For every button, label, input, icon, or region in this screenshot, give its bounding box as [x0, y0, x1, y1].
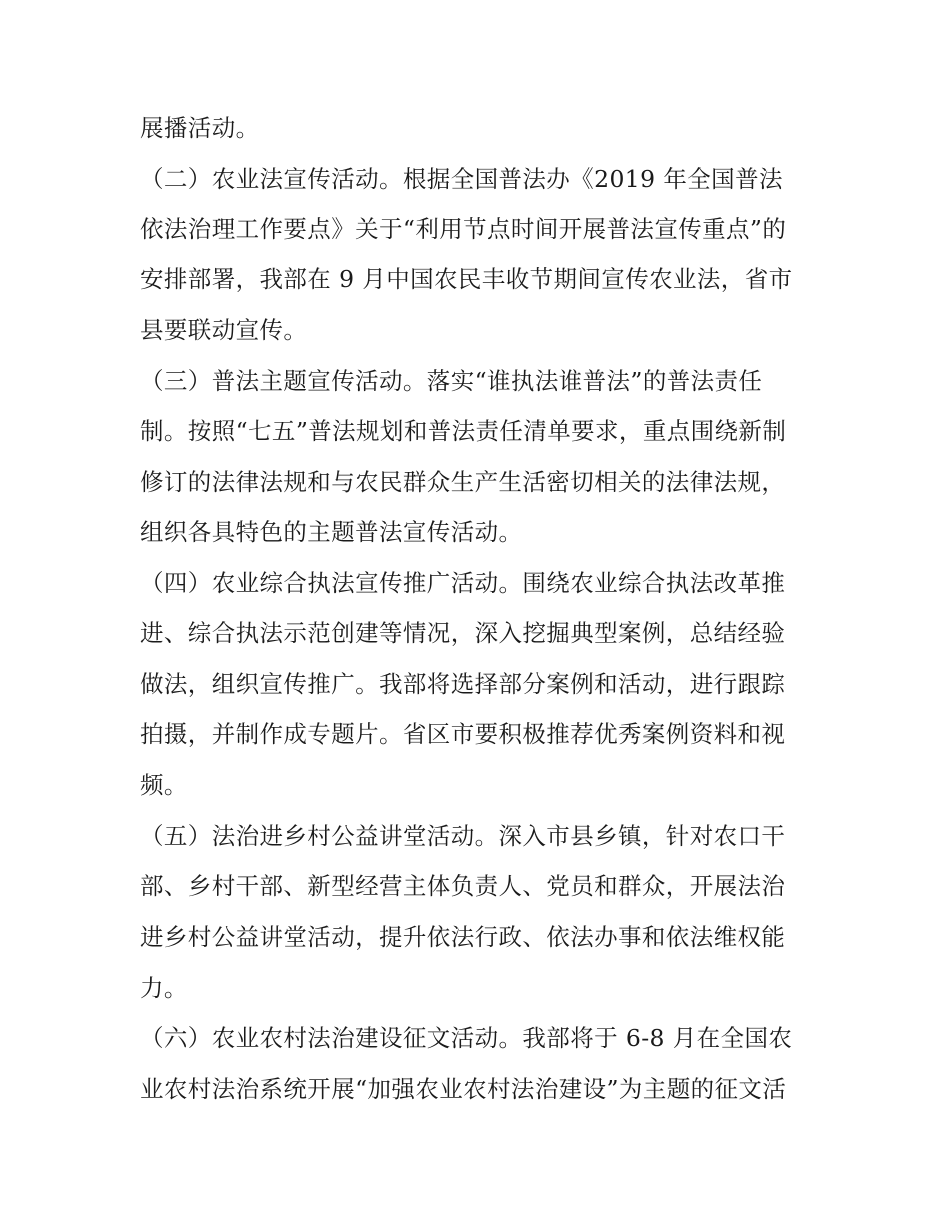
text-line: 安排部署，我部在 9 月中国农民丰收节期间宣传农业法，省市 [140, 265, 793, 293]
text-line: 部、乡村干部、新型经营主体负责人、党员和群众，开展法治 [140, 872, 786, 900]
text-line: 频。 [140, 771, 188, 799]
text-line: 进乡村公益讲堂活动，提升依法行政、依法办事和依法维权能 [140, 923, 786, 951]
text-line: 业农村法治系统开展“加强农业农村法治建设”为主题的征文活 [140, 1075, 787, 1103]
text-line: 制。按照“七五”普法规划和普法责任清单要求，重点围绕新制 [140, 417, 787, 445]
text-line: 力。 [140, 974, 188, 1002]
text-line: 组织各具特色的主题普法宣传活动。 [140, 518, 523, 546]
text-line: （三）普法主题宣传活动。落实“谁执法谁普法”的普法责任 [140, 367, 763, 395]
text-line: （五）法治进乡村公益讲堂活动。深入市县乡镇，针对农口干 [140, 822, 786, 850]
text-line: 进、综合执法示范创建等情况，深入挖掘典型案例，总结经验 [140, 619, 786, 647]
text-line: 依法治理工作要点》关于“利用节点时间开展普法宣传重点”的 [140, 215, 787, 243]
text-line: 拍摄，并制作成专题片。省区市要积极推荐优秀案例资料和视 [140, 720, 786, 748]
text-line: （二）农业法宣传活动。根据全国普法办《2019 年全国普法 [140, 165, 783, 193]
text-line: 县要联动宣传。 [140, 316, 308, 344]
text-line: 修订的法律法规和与农民群众生产生活密切相关的法律法规， [140, 468, 786, 496]
text-line: 做法，组织宣传推广。我部将选择部分案例和活动，进行跟踪 [140, 670, 786, 698]
text-line: 展播活动。 [140, 114, 260, 142]
text-line: （四）农业综合执法宣传推广活动。围绕农业综合执法改革推 [140, 569, 786, 597]
text-line: （六）农业农村法治建设征文活动。我部将于 6-8 月在全国农 [140, 1024, 793, 1052]
